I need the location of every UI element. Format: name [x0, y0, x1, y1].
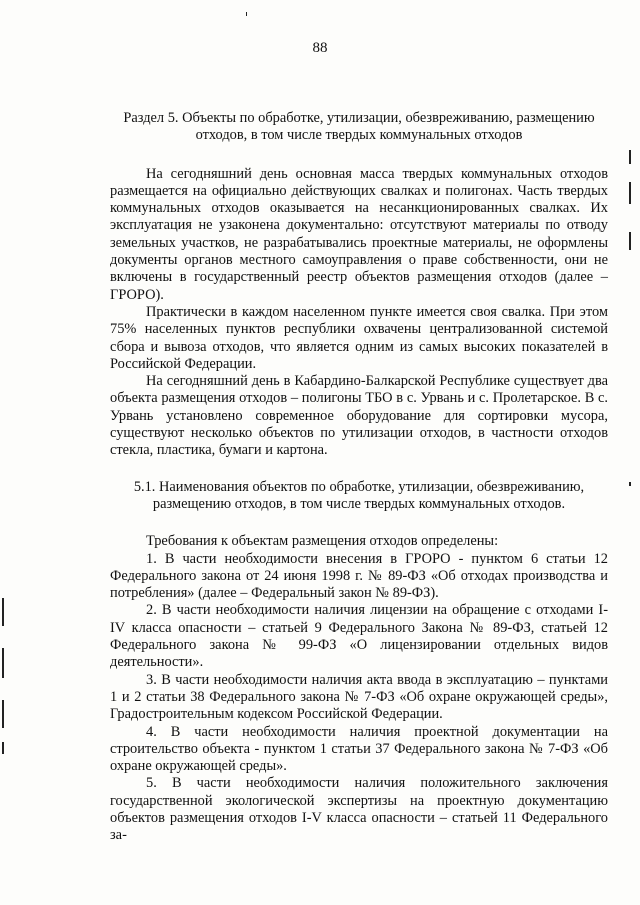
scan-artifact — [2, 742, 4, 754]
scan-artifact — [2, 648, 4, 678]
scan-artifact — [246, 12, 247, 16]
paragraph: Практически в каждом населенном пункте имеется своя свалка. При этом 75% населенных пунктов республики охвачены централизованной системой сбора и вывоза отходов, что является одним из самых высоких показателей в Российской Федерации. — [110, 303, 608, 372]
paragraph: На сегодняшний день в Кабардино-Балкарской Республике существует два объекта размещения отходов – полигоны ТБО в с. Урвань и с. Пролетарское. В с. Урвань установлено современное оборудование для сортировки мусора, существуют несколько объектов по утилизации отходов, в частности отходов стекла, пластика, бумаги и картона. — [110, 373, 608, 459]
scan-artifact — [2, 700, 4, 728]
subsection-title: 5.1. Наименования объектов по обработке, утилизации, обезвреживанию, размещению отходов, в том числе твердых коммунальных отходов. — [133, 478, 585, 512]
paragraph: На сегодняшний день основная масса твердых коммунальных отходов размещается на официально действующих свалках и полигонах. Часть твердых коммунальных отходов оказывается на несанкционированных свалках. Их эксплуатация не узаконена документально: отсутствуют материалы по отводу земельных участков, не разрабатывались проектные материалы, не оформлены документы органов местного самоуправления о праве собственности, они не включены в государственный реестр объектов размещения отходов (далее – ГРОРО). — [110, 165, 608, 303]
requirement-item: 5. В части необходимости наличия положительного заключения государственной экологической экспертизы на проектную документацию объектов размещения отходов I-V класса опасности – статьей 11 Федерального за- — [110, 775, 608, 844]
scan-artifact — [629, 232, 631, 250]
page-number: 88 — [312, 40, 328, 56]
requirement-item: 4. В части необходимости наличия проектной документации на строительство объекта - пунктом 1 статьи 37 Федерального закона № 7-ФЗ «Об охране окружающей среды». — [110, 723, 608, 775]
requirement-item: 2. В части необходимости наличия лицензии на обращение с отходами I-IV класса опасности – статьей 9 Федерального Закона № 89-ФЗ, статьей 12 Федерального закона № 99-ФЗ «О лицензировании отдельных видов деятельности». — [110, 602, 608, 671]
page-body — [110, 110, 608, 845]
scan-artifact — [629, 482, 631, 486]
requirement-item: 3. В части необходимости наличия акта ввода в эксплуатацию – пунктами 1 и 2 статьи 38 Федерального закона № 7-ФЗ «Об охране окружающей среды», Градостроительным кодексом Российской Федерации. — [110, 671, 608, 723]
scan-artifact — [2, 598, 4, 626]
requirement-item: 1. В части необходимости внесения в ГРОРО - пунктом 6 статьи 12 Федерального закона от 24 июня 1998 г. № 89-ФЗ «Об отходах производства и потребления» (далее – Федеральный закон № 89-ФЗ). — [110, 550, 608, 602]
scan-artifact — [629, 182, 631, 204]
scan-artifact — [629, 150, 631, 164]
section-title: Раздел 5. Объекты по обработке, утилизации, обезвреживанию, размещению отходов, в том числе твердых коммунальных отходов — [123, 110, 595, 144]
requirements-intro: Требования к объектам размещения отходов определены: — [146, 533, 499, 550]
